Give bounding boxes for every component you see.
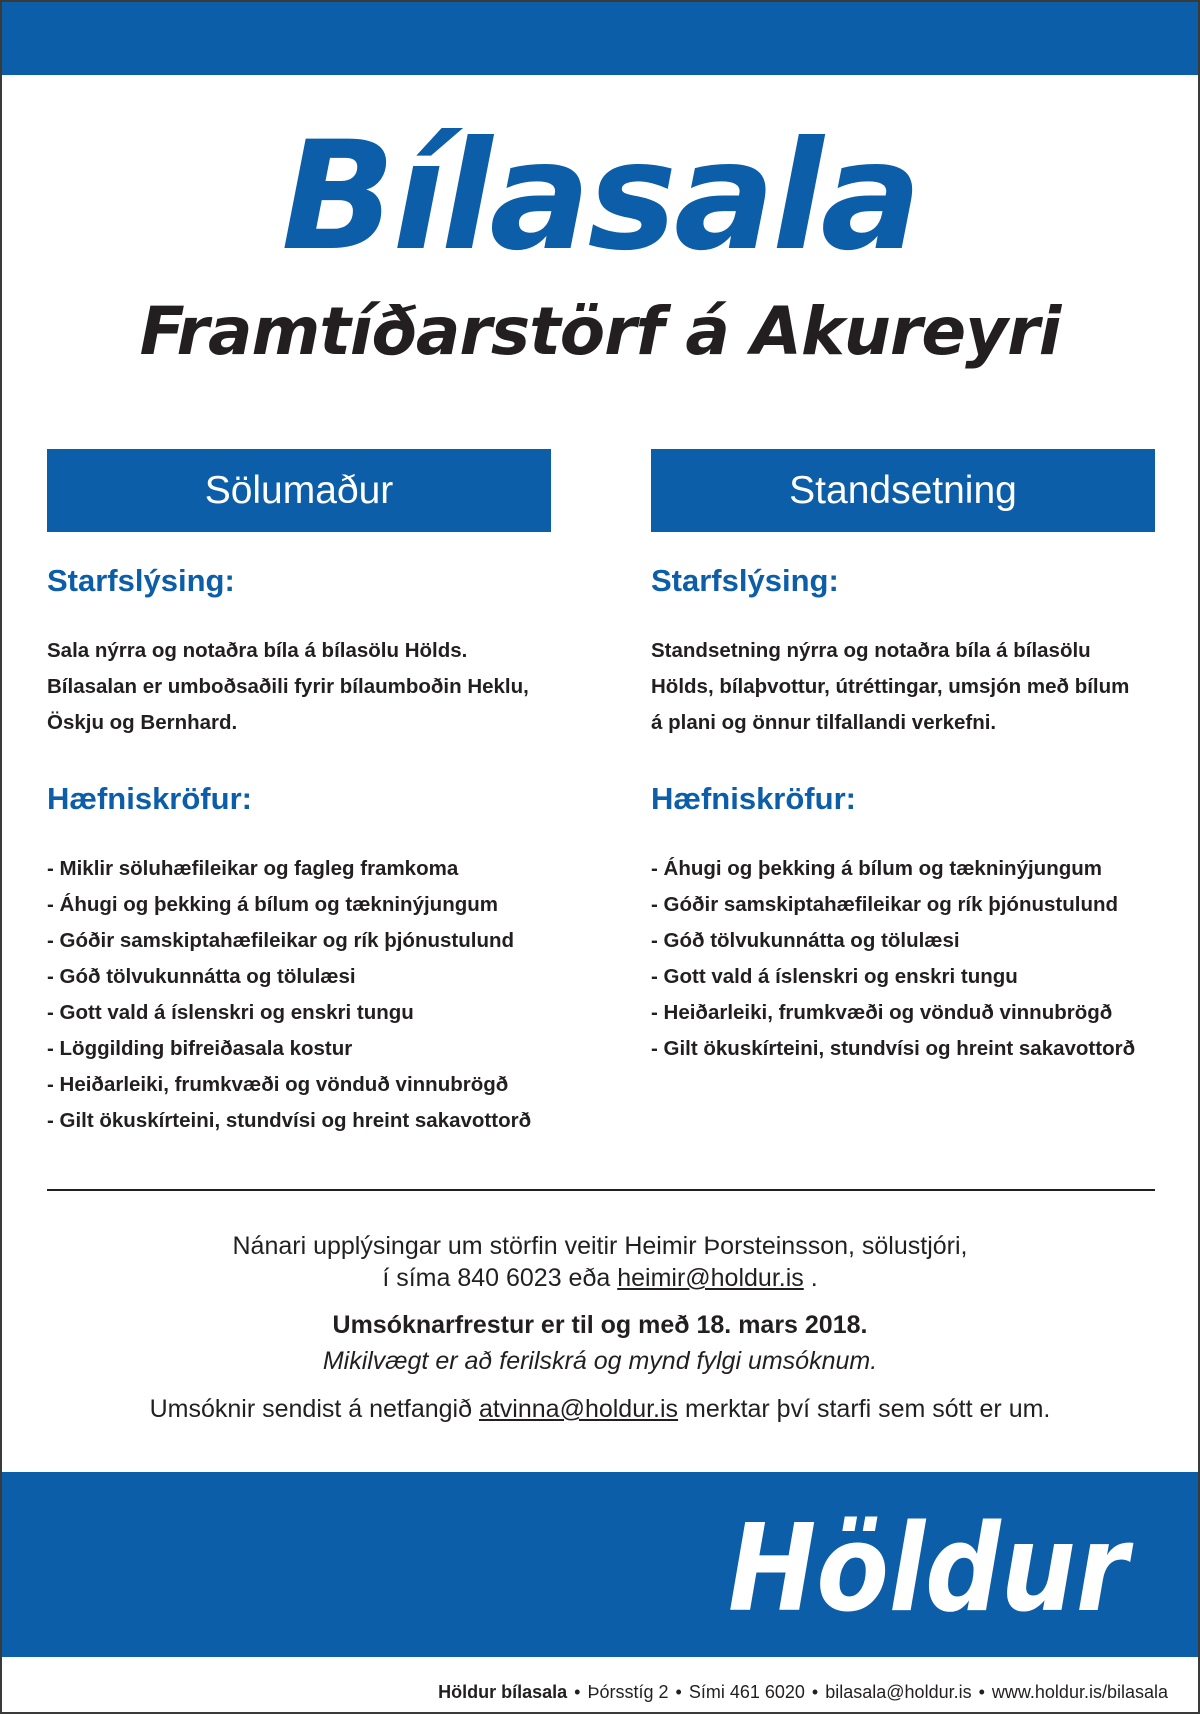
- list-item: - Áhugi og þekking á bílum og tækninýjungum: [651, 857, 1102, 880]
- footer-contact-line: [438, 1681, 1168, 1703]
- description-line: Bílasalan er umboðsaðili fyrir bílaumboðin Heklu,: [47, 675, 529, 698]
- job-header-sales: Sölumaður: [47, 449, 551, 532]
- list-item: - Gilt ökuskírteini, stundvísi og hreint sakavottorð: [47, 1109, 532, 1132]
- list-item: - Áhugi og þekking á bílum og tækninýjungum: [47, 893, 498, 916]
- application-email-link[interactable]: atvinna@holdur.is: [478, 1395, 679, 1423]
- description-line: Standsetning nýrra og notaðra bíla á bílasölu: [651, 639, 1091, 662]
- job-description-title: Starfslýsing:: [47, 563, 235, 598]
- list-item: - Góð tölvukunnátta og tölulæsi: [47, 965, 356, 988]
- requirements-title: Hæfniskröfur:: [651, 781, 856, 816]
- list-item: - Gott vald á íslenskri og enskri tungu: [47, 1001, 414, 1024]
- footer-separator: •: [574, 1682, 581, 1702]
- footer-company: Höldur bílasala: [438, 1682, 568, 1702]
- list-item: - Góð tölvukunnátta og tölulæsi: [651, 929, 960, 952]
- list-item: - Góðir samskiptahæfileikar og rík þjónustulund: [651, 893, 1119, 916]
- footer-separator: •: [978, 1682, 985, 1702]
- job-description-title: Starfslýsing:: [651, 563, 839, 598]
- footer-website[interactable]: www.holdur.is/bilasala: [991, 1682, 1168, 1702]
- footer-email[interactable]: bilasala@holdur.is: [825, 1682, 972, 1702]
- application-note: Mikilvægt er að ferilskrá og mynd fylgi umsóknum.: [322, 1347, 878, 1375]
- bottom-color-bar: [2, 1472, 1198, 1657]
- list-item: - Gott vald á íslenskri og enskri tungu: [651, 965, 1018, 988]
- description-line: á plani og önnur tilfallandi verkefni.: [651, 711, 997, 734]
- contact-email-link[interactable]: heimir@holdur.is: [617, 1264, 804, 1292]
- job-description: [47, 633, 551, 741]
- info-line-contact-person: Nánari upplýsingar um störfin veitir Heimir Þorsteinsson, sölustjóri,: [232, 1232, 968, 1260]
- job-header-preparation: Standsetning: [651, 449, 1155, 532]
- job-column-preparation: [651, 449, 1155, 1067]
- contact-info: [2, 1230, 1198, 1426]
- section-divider: [47, 1189, 1155, 1191]
- subtitle: Framtíðarstörf á Akureyri: [139, 293, 1061, 370]
- description-line: Hölds, bílaþvottur, útréttingar, umsjón með bílum: [651, 675, 1130, 698]
- job-description: [651, 633, 1155, 741]
- requirements-list: [47, 851, 551, 1139]
- job-column-sales: [47, 449, 551, 1139]
- top-color-bar: [2, 2, 1198, 75]
- logo-text: Höldur: [728, 1506, 1134, 1626]
- footer-phone: Sími 461 6020: [688, 1682, 805, 1702]
- list-item: - Góðir samskiptahæfileikar og rík þjónustulund: [47, 929, 515, 952]
- main-title: Bílasala: [281, 110, 919, 284]
- list-item: - Heiðarleiki, frumkvæði og vönduð vinnubrögð: [651, 1001, 1113, 1024]
- list-item: - Miklir söluhæfileikar og fagleg framkoma: [47, 857, 459, 880]
- apply-prefix: Umsóknir sendist á netfangið: [149, 1395, 479, 1423]
- info-line-phone-email: [2, 1262, 1198, 1294]
- apply-suffix: merktar því starfi sem sótt er um.: [678, 1395, 1051, 1423]
- info-suffix: .: [803, 1264, 818, 1292]
- application-deadline: Umsóknarfrestur er til og með 18. mars 2018.: [332, 1311, 868, 1339]
- list-item: - Heiðarleiki, frumkvæði og vönduð vinnubrögð: [47, 1073, 509, 1096]
- requirements-title: Hæfniskröfur:: [47, 781, 252, 816]
- application-instructions: [2, 1392, 1198, 1426]
- requirements-list: [651, 851, 1155, 1067]
- list-item: - Löggilding bifreiðasala kostur: [47, 1037, 353, 1060]
- phone-text: í síma 840 6023 eða: [382, 1264, 618, 1292]
- holdur-logo: [718, 1506, 1138, 1626]
- list-item: - Gilt ökuskírteini, stundvísi og hreint sakavottorð: [651, 1037, 1136, 1060]
- footer-separator: •: [675, 1682, 682, 1702]
- footer-separator: •: [811, 1682, 819, 1702]
- description-line: Öskju og Bernhard.: [47, 711, 238, 734]
- description-line: Sala nýrra og notaðra bíla á bílasölu Hölds.: [47, 639, 468, 662]
- footer-address: Þórsstíg 2: [587, 1682, 669, 1702]
